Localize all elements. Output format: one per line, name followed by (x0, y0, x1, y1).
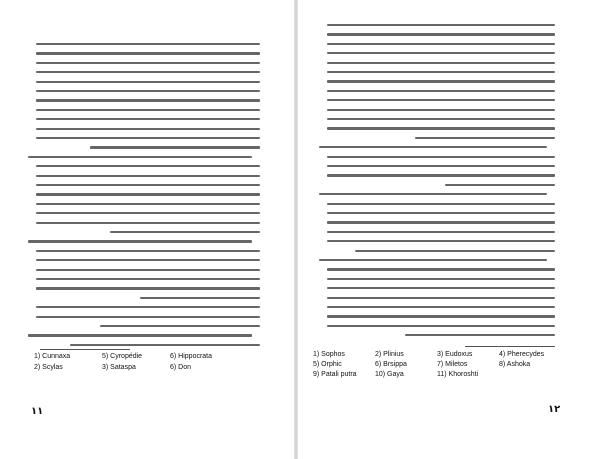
left-page-text-line (36, 128, 260, 130)
right-page-text-line (327, 52, 555, 54)
right-page-text-line (327, 80, 555, 82)
right-page-text-line (319, 146, 547, 148)
left-page-text-line (36, 212, 260, 214)
left-page-text-line (36, 184, 260, 186)
left-page-text-line (36, 52, 260, 54)
right-page-text-line (327, 165, 555, 167)
right-page-text-line (327, 43, 555, 45)
left-footnote: 2) Scylas (34, 364, 63, 371)
left-page-text-line (36, 109, 260, 111)
right-page-text-line (327, 33, 555, 35)
right-page-number: ۱۲ (548, 404, 561, 415)
left-page-text-line (36, 193, 260, 195)
left-page-number: ۱۱ (31, 406, 44, 417)
left-page-text-line (36, 250, 260, 252)
left-page-text-line (36, 71, 260, 73)
left-page-text-line (36, 99, 260, 101)
right-page-text-line (327, 62, 555, 64)
right-footnote: 6) Brsippa (375, 361, 407, 368)
right-page-text-line (319, 193, 547, 195)
left-page-text-line (36, 175, 260, 177)
right-page-text-line (327, 212, 555, 214)
left-page-text-line (36, 203, 260, 205)
left-page-text-line (36, 90, 260, 92)
left-page-text-line (28, 240, 252, 242)
left-footnote: 3) Sataspa (102, 364, 136, 371)
right-page (297, 0, 593, 459)
right-page-text-line (327, 231, 555, 233)
left-page (0, 0, 296, 459)
left-page-text-line (36, 259, 260, 261)
left-page-text-line (100, 325, 260, 327)
right-page-text-line (327, 268, 555, 270)
right-page-text-line (405, 334, 555, 336)
right-page-text-line (327, 99, 555, 101)
right-page-text-line (327, 221, 555, 223)
left-page-text-line (36, 81, 260, 83)
right-page-text-line (327, 287, 555, 289)
left-page-text-line (36, 43, 260, 45)
right-footnote: 4) Pherecydes (499, 351, 545, 358)
left-page-text-line (70, 344, 260, 346)
left-page-text-line (36, 165, 260, 167)
right-footnote: 3) Eudoxus (437, 351, 473, 358)
right-footnote: 10) Gaya (375, 371, 404, 378)
right-page-text-line (327, 174, 555, 176)
right-footnote: 2) Plinius (375, 351, 404, 358)
right-footnote: 1) Sophos (313, 351, 345, 358)
right-page-text-line (327, 71, 555, 73)
right-page-text-line (445, 184, 555, 186)
left-page-text-line (28, 334, 252, 336)
right-footnote-rule (465, 346, 555, 347)
left-page-text-line (28, 156, 252, 158)
right-page-text-line (327, 90, 555, 92)
left-page-text-line (36, 278, 260, 280)
right-page-text-line (415, 137, 555, 139)
left-page-text-line (90, 146, 260, 148)
right-page-text-line (327, 240, 555, 242)
left-page-text-line (140, 297, 260, 299)
right-page-text-line (327, 203, 555, 205)
right-page-text-line (327, 156, 555, 158)
right-page-text-line (327, 306, 555, 308)
left-page-text-line (36, 222, 260, 224)
right-page-text-line (327, 118, 555, 120)
right-footnote: 8) Ashoka (499, 361, 531, 368)
right-page-text-line (319, 259, 547, 261)
left-footnote: 5) Cyropédie (102, 353, 143, 360)
left-footnote: 6) Hippocrata (170, 353, 213, 360)
right-page-text-line (355, 250, 555, 252)
left-page-text-line (110, 231, 260, 233)
left-page-text-line (36, 137, 260, 139)
right-page-text-line (327, 325, 555, 327)
left-page-text-line (36, 287, 260, 289)
right-page-text-line (327, 24, 555, 26)
left-footnote: 6) Don (170, 364, 192, 371)
right-footnote: 9) Patali putra (313, 371, 357, 378)
left-footnote: 1) Cunnaxa (34, 353, 71, 360)
right-footnote: 7) Miletos (437, 361, 468, 368)
right-footnote: 11) Khoroshti (437, 371, 479, 378)
left-page-text-line (36, 306, 260, 308)
left-page-text-line (36, 269, 260, 271)
left-footnote-rule (40, 349, 130, 350)
right-page-text-line (327, 127, 555, 129)
right-page-text-line (327, 297, 555, 299)
right-page-text-line (327, 315, 555, 317)
right-footnote: 5) Orphic (313, 361, 342, 368)
right-page-text-line (327, 109, 555, 111)
left-page-text-line (36, 62, 260, 64)
left-page-text-line (36, 118, 260, 120)
left-page-text-line (36, 316, 260, 318)
right-page-text-line (327, 278, 555, 280)
